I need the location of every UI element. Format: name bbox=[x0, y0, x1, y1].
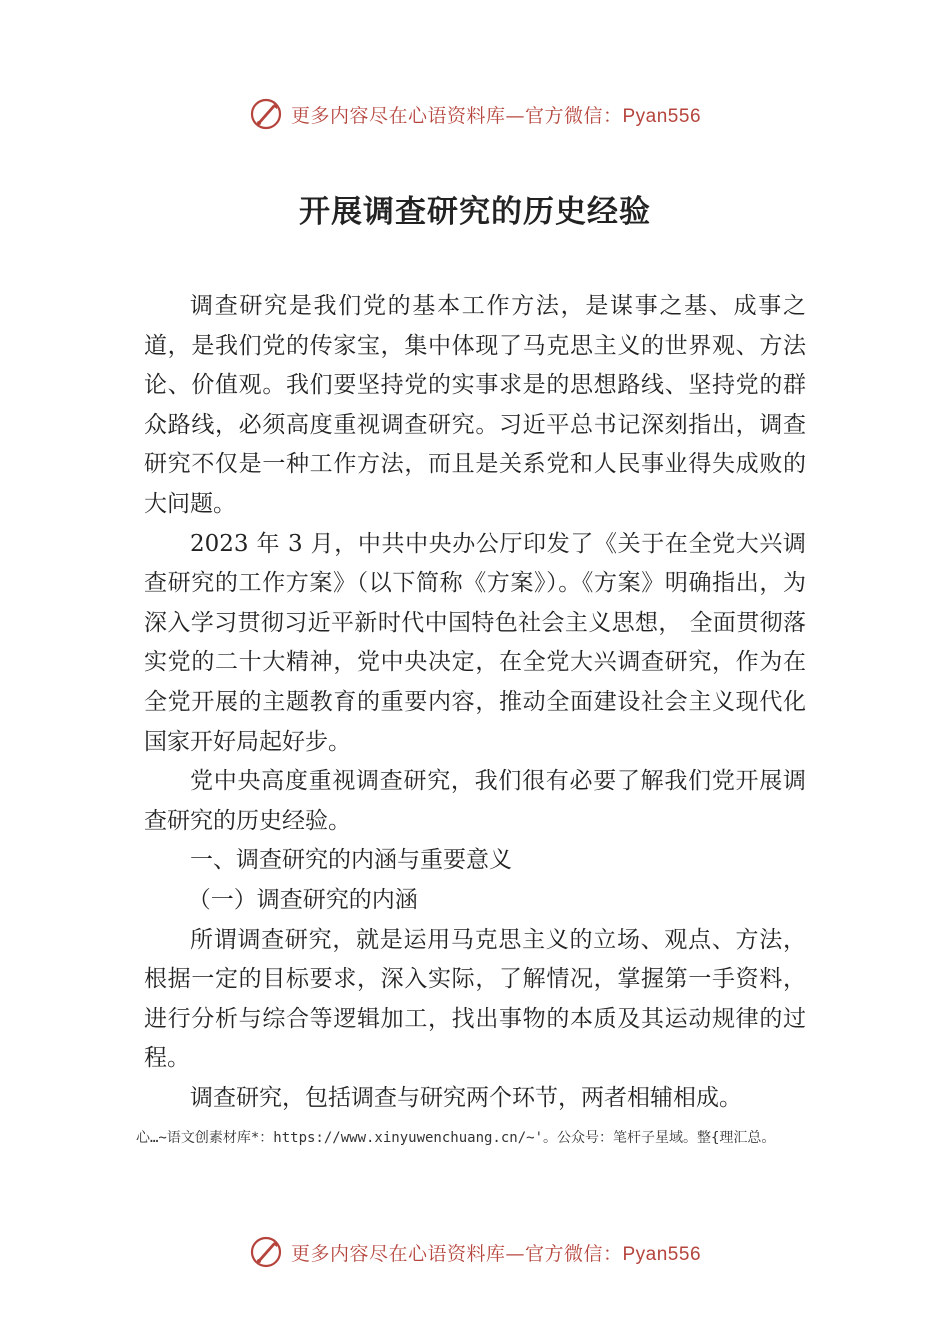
paragraph-5: 调查研究，包括调查与研究两个环节，两者相辅相成。 bbox=[190, 1084, 742, 1111]
quill-emblem-icon bbox=[249, 97, 283, 131]
banner-separator: — bbox=[505, 1242, 525, 1265]
banner-wechat-id: Pyan556 bbox=[622, 1243, 702, 1265]
quill-emblem-icon bbox=[249, 1235, 283, 1269]
paragraph-4: 所谓调查研究，就是运用马克思主义的立场、观点、方法，根据一定的目标要求，深入实际，了解情况，掌握第一手资料，进行分析与综合等逻辑加工，找出事物的本质及其运动规律的过程。 bbox=[144, 926, 806, 1072]
banner-text bbox=[291, 101, 701, 128]
footer-banner bbox=[0, 1232, 950, 1272]
header-banner bbox=[0, 94, 950, 134]
banner-separator: — bbox=[505, 104, 525, 127]
source-footnote: 心…~语文创素材库*：https://www.xinyuwenchuang.cn/~'。公众号：笔杆子星域。整{理汇总。 bbox=[136, 1130, 776, 1146]
document-body bbox=[144, 287, 806, 1118]
paragraph-3: 党中央高度重视调查研究，我们很有必要了解我们党开展调查研究的历史经验。 bbox=[144, 768, 806, 834]
banner-wechat-label: 官方微信： bbox=[524, 104, 623, 127]
paragraph-2: 2023 年 3 月，中共中央办公厅印发了《关于在全党大兴调查研究的工作方案》（以下简称《方案》）。《方案》明确指出，为深入学习贯彻习近平新时代中国特色社会主义思想， 全面贯彻落实党的二十大精神，党中央决定，在全党大兴调查研究，作为在全党开展的主题教育的重要内容，推动全面建设社会主义现代化国家开好局起好步。 bbox=[144, 530, 806, 755]
banner-wechat-id: Pyan556 bbox=[622, 105, 702, 127]
subsection-heading-1: （一）调查研究的内涵 bbox=[187, 886, 418, 913]
banner-slogan: 更多内容尽在心语资料库 bbox=[290, 1242, 506, 1265]
section-heading-1: 一、调查研究的内涵与重要意义 bbox=[190, 847, 512, 874]
banner-wechat-label: 官方微信： bbox=[524, 1242, 623, 1265]
document-title: 开展调查研究的历史经验 bbox=[299, 194, 651, 230]
banner-text bbox=[291, 1239, 701, 1266]
paragraph-1: 调查研究是我们党的基本工作方法，是谋事之基、成事之道，是我们党的传家宝，集中体现了马克思主义的世界观、方法论、价值观。我们要坚持党的实事求是的思想路线、坚持党的群众路线，必须高度重视调查研究。习近平总书记深刻指出，调查研究不仅是一种工作方法，而且是关系党和人民事业得失成败的大问题。 bbox=[144, 293, 806, 517]
banner-slogan: 更多内容尽在心语资料库 bbox=[290, 104, 506, 127]
